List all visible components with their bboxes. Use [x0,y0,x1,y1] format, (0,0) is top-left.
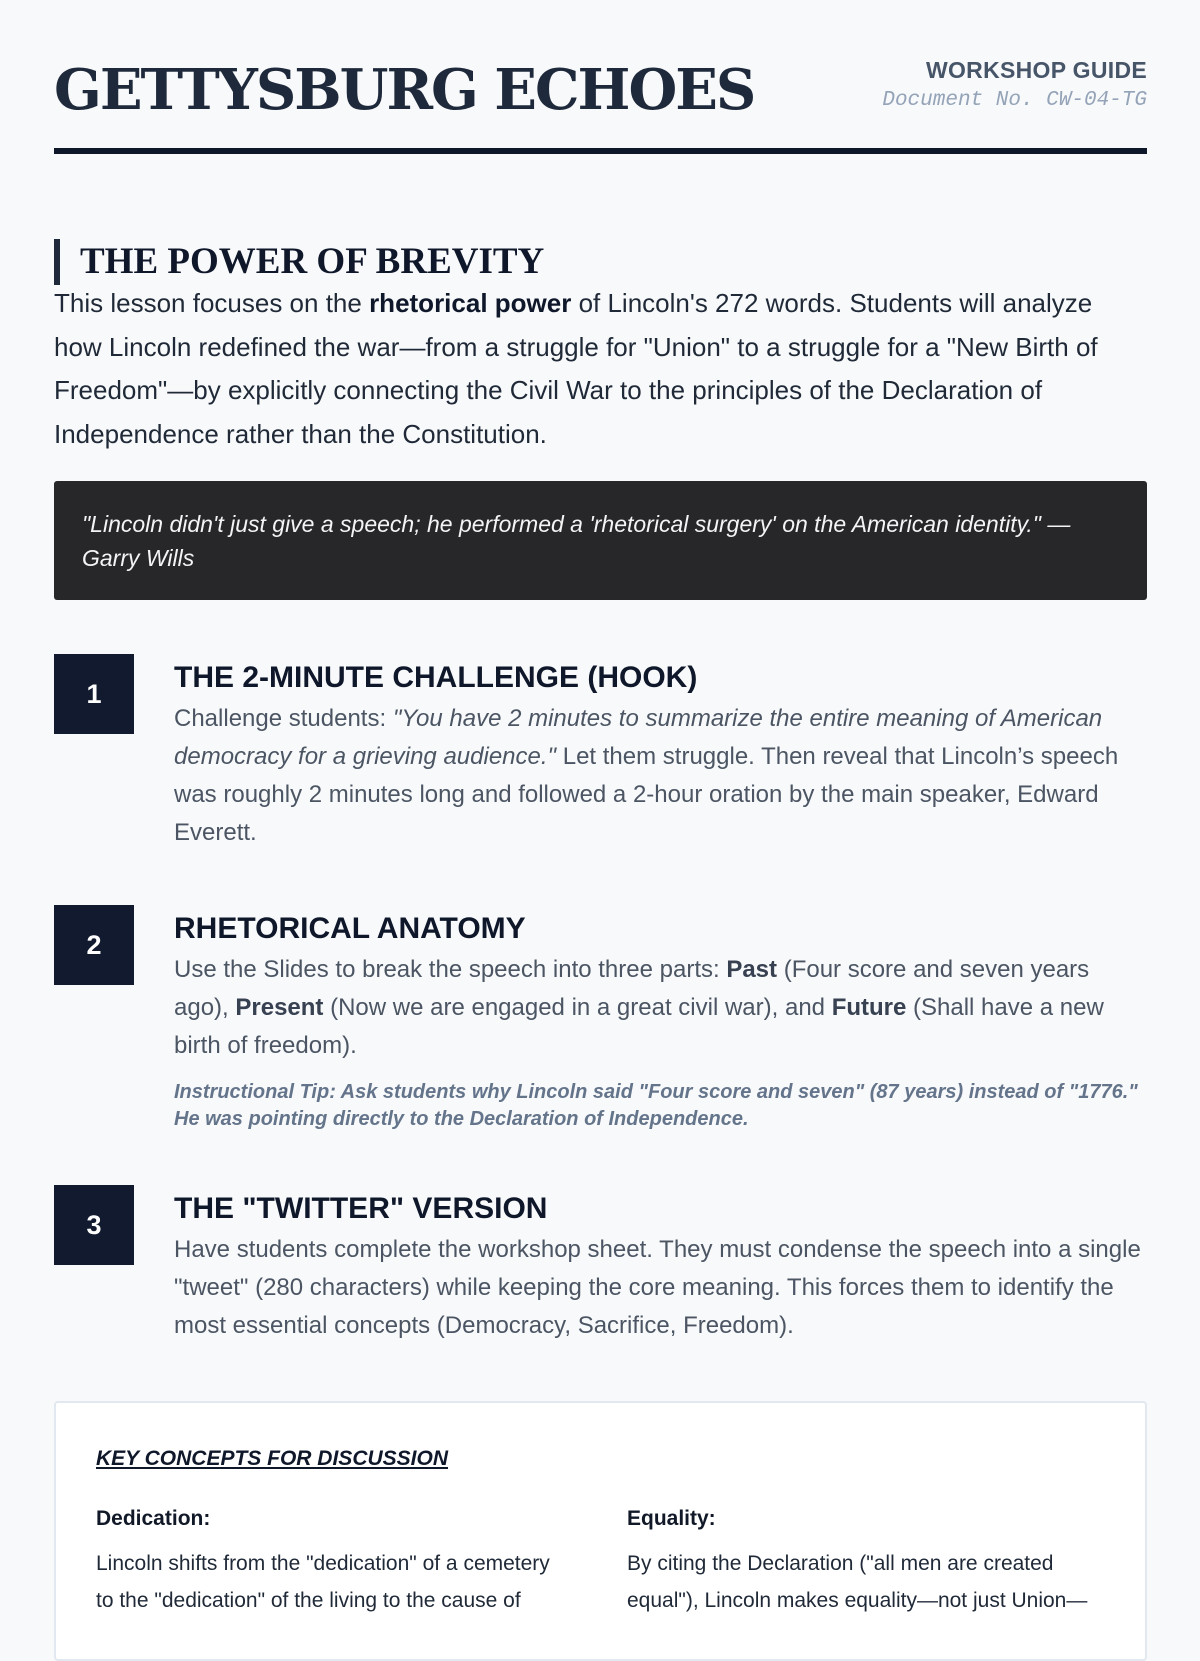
intro-paragraph [54,282,1147,456]
concept-title: Equality: [627,1507,716,1530]
step-challenge-quote: "You have 2 minutes to summarize the entire meaning of American democracy for a grieving audience." [174,705,1103,770]
instructional-tip: Instructional Tip: Ask students why Lincoln said "Four score and seven" (87 years) instead of "1776." He was pointing directly to the Declaration of Independence. [174,1081,1138,1130]
key-concepts-box [54,1401,1147,1661]
step-text-part: (Now we are engaged in a great civil war), and [323,994,832,1021]
section-heading: THE POWER OF BREVITY [54,239,544,285]
step-body [174,1189,1147,1345]
concept-equality [627,1505,1097,1619]
document-header [54,0,1147,154]
step-text-part: (Four score and seven years ago), [174,956,1090,1021]
term-past: Past [726,956,778,983]
step-number-badge: 2 [54,905,134,985]
document-number: Document No. CW-04-TG [882,89,1147,112]
term-future: Future [831,994,907,1021]
term-present: Present [235,994,324,1021]
step-text-start: Challenge students: [174,705,393,732]
concept-title: Dedication: [96,1507,211,1530]
step-number-badge: 1 [54,654,134,734]
pull-quote: "Lincoln didn't just give a speech; he performed a 'rhetorical surgery' on the American identity." — Garry Wills [54,481,1147,600]
step-text-end: Let them struggle. Then reveal that Lincoln’s speech was roughly 2 minutes long and followed a 2-hour oration by the main speaker, Edward Everett. [174,743,1119,846]
intro-text-end: of Lincoln's 272 words. Students will analyze how Lincoln redefined the war—from a struggle for "Union" to a struggle for a "New Birth of Freedom"—by explicitly connecting the Civil War to the principles of the Declaration of Independence rather than the Constitution. [54,288,1098,449]
step-text-part: (Shall have a new birth of freedom). [174,994,1104,1059]
intro-text-start: This lesson focuses on the [54,288,370,318]
document-title: GETTYSBURG ECHOES [54,57,755,123]
step-title: THE "TWITTER" VERSION [174,1192,548,1225]
workshop-guide-page [54,0,1147,1612]
step-description: Have students complete the workshop sheet. They must condense the speech into a single "tweet" (280 characters) while keeping the core meaning. This forces them to identify the most essential concepts (Democracy, Sacrifice, Freedom). [174,1236,1141,1339]
concept-dedication [96,1505,566,1619]
step-text-part: Use the Slides to break the speech into three parts: [174,956,727,983]
step-title: RHETORICAL ANATOMY [174,912,526,945]
step-body [174,909,1147,1133]
document-meta [882,56,1147,115]
step-description [174,700,1147,852]
step-description [174,951,1147,1065]
concept-description: Lincoln shifts from the "dedication" of a cemetery to the "dedication" of the living to the cause of [96,1552,550,1612]
step-title: THE 2-MINUTE CHALLENGE (HOOK) [174,661,698,694]
intro-emphasis: rhetorical power [369,288,572,318]
step-body [174,658,1147,852]
step-number-badge: 3 [54,1185,134,1265]
document-type-label: WORKSHOP GUIDE [925,57,1147,83]
concept-description: By citing the Declaration ("all men are created equal"), Lincoln makes equality—not just Union— [627,1552,1088,1612]
key-concepts-title: KEY CONCEPTS FOR DISCUSSION [96,1447,448,1470]
